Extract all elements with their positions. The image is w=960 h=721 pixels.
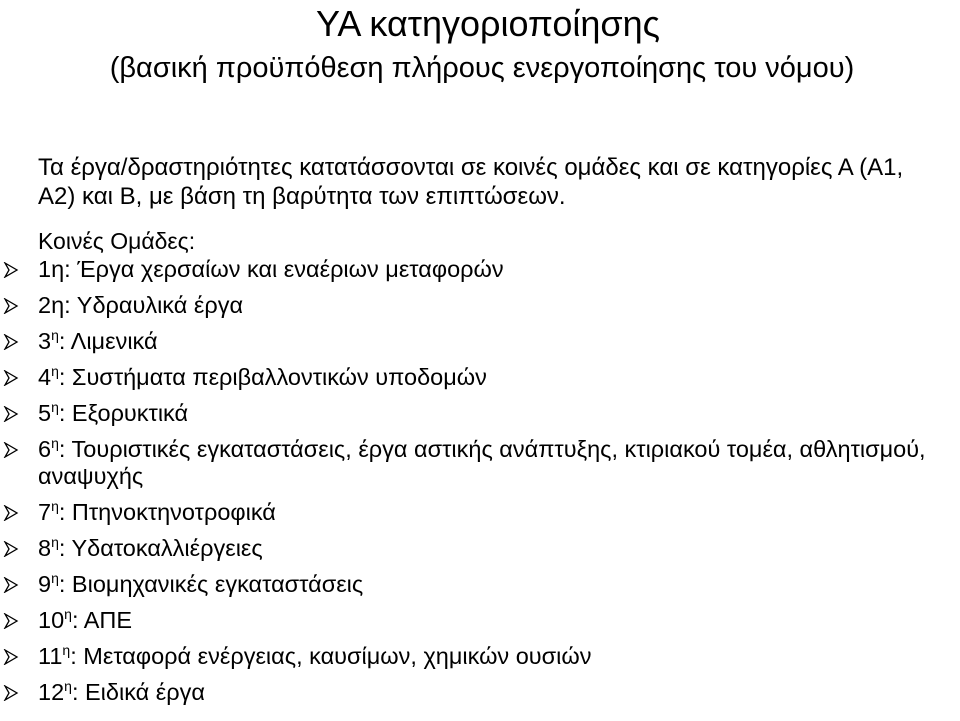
group-number: 12 — [38, 679, 65, 705]
list-item — [0, 607, 960, 634]
list-item — [0, 364, 960, 391]
group-ordinal: η — [64, 678, 72, 694]
group-ordinal: η — [51, 327, 59, 343]
groups-heading: Κοινές Ομάδες: — [38, 228, 196, 254]
arrowhead-bullet-icon — [3, 613, 19, 629]
list-item — [0, 436, 958, 490]
group-number: 4 — [38, 364, 52, 390]
list-item — [0, 643, 960, 670]
arrowhead-bullet-icon — [3, 370, 19, 386]
arrowhead-bullet-icon — [3, 298, 19, 314]
group-number: 9 — [38, 571, 52, 597]
arrowhead-bullet-icon — [3, 406, 19, 422]
list-item — [0, 499, 960, 526]
group-label: : Βιομηχανικές εγκαταστάσεις — [58, 571, 364, 597]
page-subtitle: (βασική προϋπόθεση πλήρους ενεργοποίησης του νόμου) — [109, 52, 855, 84]
group-number: 1η — [38, 256, 65, 282]
group-number: 3 — [38, 328, 52, 354]
arrowhead-bullet-icon — [3, 649, 19, 665]
group-ordinal: η — [51, 363, 59, 379]
group-number: 10 — [38, 607, 65, 633]
arrowhead-bullet-icon — [3, 334, 19, 350]
arrowhead-bullet-icon — [3, 262, 19, 278]
group-ordinal: η — [64, 606, 72, 622]
group-number: 7 — [38, 499, 52, 525]
group-number: 11 — [38, 643, 63, 669]
list-item — [0, 400, 960, 427]
group-label: : Υδραυλικά έργα — [64, 292, 244, 318]
group-label: : Συστήματα περιβαλλοντικών υποδομών — [58, 364, 487, 390]
group-label: : Ειδικά έργα — [71, 679, 205, 705]
group-ordinal: η — [62, 642, 71, 658]
arrowhead-bullet-icon — [3, 505, 19, 521]
group-number: 5 — [38, 400, 52, 426]
arrowhead-bullet-icon — [3, 577, 19, 593]
list-item — [0, 679, 960, 706]
groups-list — [0, 256, 960, 715]
group-ordinal: η — [51, 534, 59, 550]
list-item — [0, 328, 960, 355]
list-item — [0, 292, 960, 319]
group-label: : Πτηνοκτηνοτροφικά — [58, 499, 276, 525]
group-ordinal: η — [51, 399, 59, 415]
intro-paragraph: Τα έργα/δραστηριότητες κατατάσσονται σε κοινές ομάδες και σε κατηγορίες Α (Α1, Α2) και Β, με βάση τη βαρύτητα των επιπτώσεων. — [38, 154, 904, 210]
group-ordinal: η — [51, 570, 59, 586]
group-label: : ΑΠΕ — [71, 607, 133, 633]
arrowhead-bullet-icon — [3, 541, 19, 557]
group-ordinal: η — [51, 435, 59, 451]
title-block — [0, 0, 960, 88]
group-label: : Λιμενικά — [58, 328, 158, 354]
group-label: : Εξορυκτικά — [58, 400, 189, 426]
list-item — [0, 535, 960, 562]
group-number: 6 — [38, 436, 52, 462]
list-item — [0, 256, 960, 283]
group-label: : Υδατοκαλλιέργειες — [58, 535, 263, 561]
group-label: : Έργα χερσαίων και εναέριων μεταφορών — [64, 256, 504, 282]
page-title: ΥΑ κατηγοριοποίησης — [316, 3, 660, 44]
group-ordinal: η — [51, 498, 59, 514]
list-item — [0, 571, 960, 598]
group-number: 8 — [38, 535, 52, 561]
arrowhead-bullet-icon — [3, 442, 19, 458]
group-label: : Τουριστικές εγκαταστάσεις, έργα αστικής ανάπτυξης, κτιριακού τομέα, αθλητισμού, αναψυχής — [38, 436, 926, 489]
group-label: : Μεταφορά ενέργειας, καυσίμων, χημικών ουσιών — [70, 643, 592, 669]
group-number: 2η — [38, 292, 65, 318]
arrowhead-bullet-icon — [3, 685, 19, 701]
